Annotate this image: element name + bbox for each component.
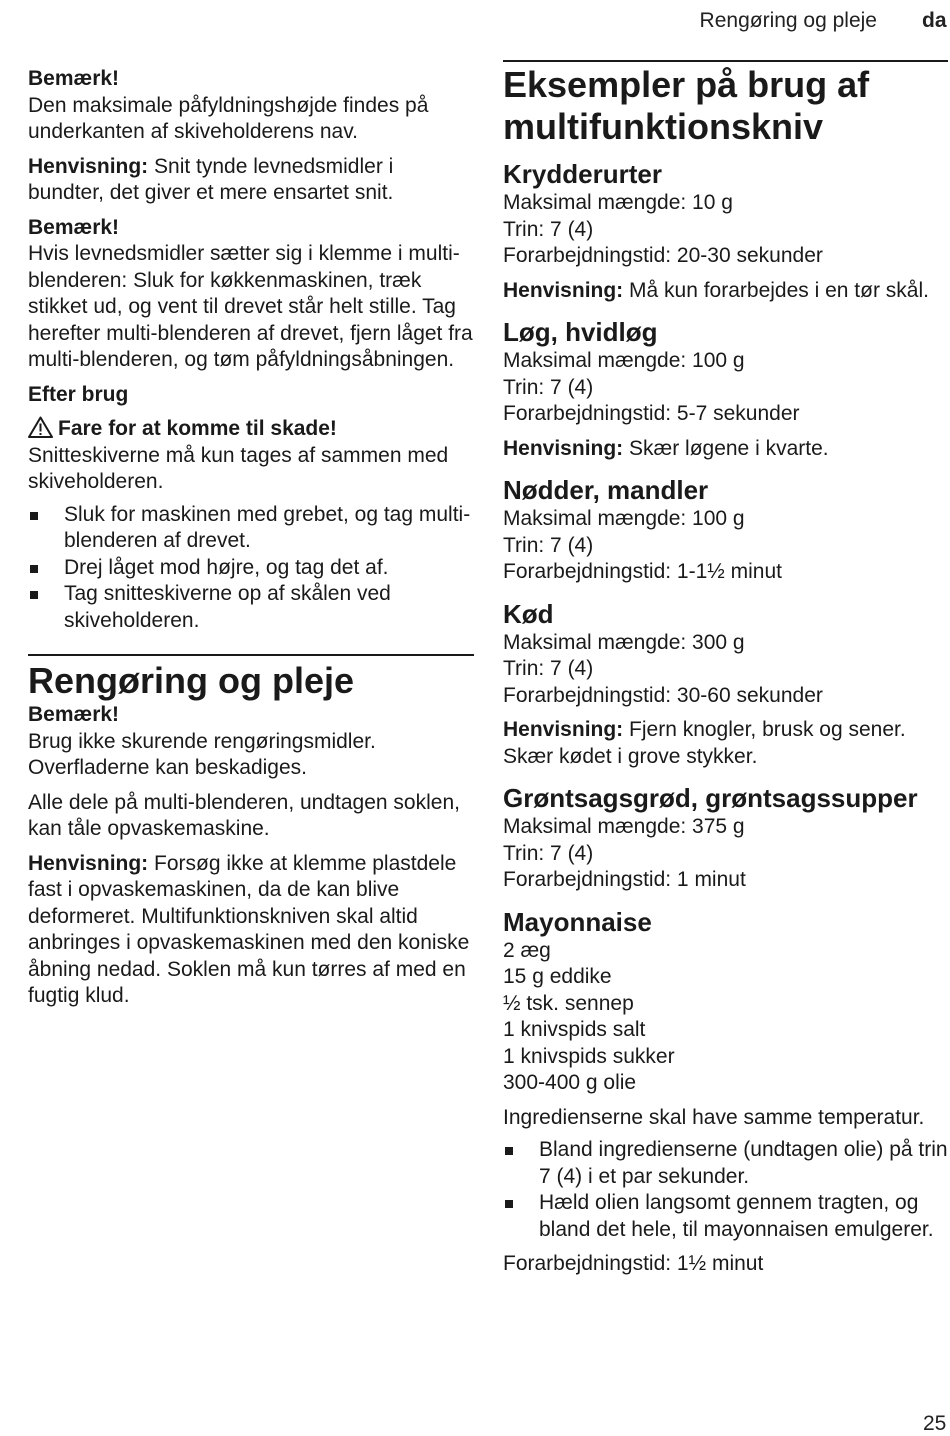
spec-line: Trin: 7 (4) xyxy=(503,533,594,557)
warning-heading xyxy=(28,416,474,443)
meat-heading: Kød xyxy=(503,598,554,629)
square-bullet-icon xyxy=(30,565,38,573)
spec-line: Trin: 7 (4) xyxy=(503,217,594,241)
left-column xyxy=(28,66,474,1010)
spec-line: Maksimal mængde: 10 g xyxy=(503,191,733,214)
ingredient-line: 1 knivspids salt xyxy=(503,1018,646,1041)
cleaning-paragraph: Alle dele på multi-blenderen, undtagen soklen, kan tåle opvaskemaskine. xyxy=(28,790,460,840)
herbs-heading: Krydderurter xyxy=(503,159,662,189)
nuts-heading: Nødder, mandler xyxy=(503,475,709,505)
list-item: Drej låget mod højre, og tag det af. xyxy=(28,555,474,582)
after-use-heading: Efter brug xyxy=(28,382,129,406)
spec-line: Forarbejdningstid: 20-30 sekunder xyxy=(503,244,823,267)
hint-label: Henvisning: xyxy=(503,278,624,302)
hint-label: Henvisning: xyxy=(28,154,149,178)
square-bullet-icon xyxy=(30,512,38,520)
section-rule xyxy=(503,60,948,62)
spec-line: Forarbejdningstid: 5-7 sekunder xyxy=(503,402,800,425)
note-label: Bemærk! xyxy=(28,67,120,90)
ingredient-line: 15 g eddike xyxy=(503,965,612,988)
examples-title: Eksempler på brug af multifunktionskniv xyxy=(503,64,870,147)
list-item: Tag snitteskiverne op af skålen ved skiveholderen. xyxy=(28,581,474,634)
square-bullet-icon xyxy=(30,591,38,599)
spec-line: Maksimal mængde: 300 g xyxy=(503,630,745,654)
temperature-note: Ingredienserne skal have samme temperatur. xyxy=(503,1105,925,1129)
spec-line: Trin: 7 (4) xyxy=(503,375,594,399)
header-language-code: da xyxy=(922,9,947,32)
hint-text: Må kun forarbejdes i en tør skål. xyxy=(623,278,929,302)
hint-label: Henvisning: xyxy=(503,718,624,741)
warning-text: Snitteskiverne må kun tages af sammen med skiveholderen. xyxy=(28,443,449,493)
page-number: 25 xyxy=(923,1412,947,1435)
hint-text: Forsøg ikke at klemme plastdele fast i opvaskemaskinen, da de kan blive deformeret. Multifunktionskniven skal altid anbringes i opvaskemaskinen med den koniske åbning nedad. Soklen må kun tørres af med en fugtig klud. xyxy=(28,851,470,1007)
note-label: Bemærk! xyxy=(28,215,120,239)
warning-title: Fare for at komme til skade! xyxy=(58,417,337,440)
hint-paragraph xyxy=(503,717,948,770)
hint-paragraph xyxy=(28,154,474,207)
square-bullet-icon xyxy=(505,1147,513,1155)
ingredient-line: 300-400 g olie xyxy=(503,1071,637,1094)
hint-paragraph xyxy=(28,851,474,1010)
hint-label: Henvisning: xyxy=(28,851,149,875)
list-item: Hæld olien langsomt gennem tragten, og bland det hele, til mayonnaisen emulgerer. xyxy=(503,1190,948,1243)
spec-line: Maksimal mængde: 375 g xyxy=(503,815,745,838)
hint-text: Fjern knogler, brusk og sener. Skær kødet i grove stykker. xyxy=(503,718,906,768)
cleaning-title: Rengøring og pleje xyxy=(28,660,355,701)
header-section-title: Rengøring og pleje xyxy=(699,9,877,32)
vegetable-heading: Grøntsagsgrød, grøntsagssupper xyxy=(503,783,918,813)
note-text: Brug ikke skurende rengøringsmidler. Overfladerne kan beskadiges. xyxy=(28,729,376,779)
hint-text: Skær løgene i kvarte. xyxy=(623,436,829,460)
note-text: Den maksimale påfyldningshøjde findes på underkanten af skiveholderens nav. xyxy=(28,93,429,143)
mayonnaise-heading: Mayonnaise xyxy=(503,906,652,937)
hint-paragraph xyxy=(503,436,948,463)
hint-text: Snit tynde levnedsmidler i bundter, det giver et mere ensartet snit. xyxy=(28,154,394,204)
spec-line: Maksimal mængde: 100 g xyxy=(503,349,745,372)
list-item: Bland ingredienserne (undtagen olie) på trin 7 (4) i et par sekunder. xyxy=(503,1137,948,1190)
ingredient-line: ½ tsk. sennep xyxy=(503,991,634,1015)
square-bullet-icon xyxy=(505,1200,513,1208)
processing-time: Forarbejdningstid: 1½ minut xyxy=(503,1252,764,1275)
note-label: Bemærk! xyxy=(28,703,120,726)
spec-line: Trin: 7 (4) xyxy=(503,657,594,680)
section-rule xyxy=(28,654,474,656)
note-text: Hvis levnedsmidler sætter sig i klemme i multi-blenderen: Sluk for køkkenmaskinen, træk stikket ud, og vent til drevet står helt stille. Tag herefter multi-blenderen af drevet, fjern låget fra multi-blenderen, og tøm påfyldningsåbningen. xyxy=(28,242,473,371)
hint-paragraph xyxy=(503,278,948,305)
spec-line: Trin: 7 (4) xyxy=(503,841,594,865)
warning-triangle-icon xyxy=(28,416,53,438)
spec-line: Forarbejdningstid: 30-60 sekunder xyxy=(503,683,823,707)
right-column xyxy=(503,60,948,1278)
hint-label: Henvisning: xyxy=(503,436,624,460)
list-item: Sluk for maskinen med grebet, og tag multi-blenderen af drevet. xyxy=(28,502,474,555)
page-header xyxy=(0,6,950,36)
spec-line: Forarbejdningstid: 1 minut xyxy=(503,868,746,891)
mayonnaise-steps xyxy=(503,1137,948,1243)
ingredient-line: 2 æg xyxy=(503,938,551,962)
onion-heading: Løg, hvidløg xyxy=(503,317,658,347)
ingredient-line: 1 knivspids sukker xyxy=(503,1044,675,1068)
spec-line: Maksimal mængde: 100 g xyxy=(503,507,745,530)
after-use-steps xyxy=(28,502,474,635)
spec-line: Forarbejdningstid: 1-1½ minut xyxy=(503,560,782,583)
